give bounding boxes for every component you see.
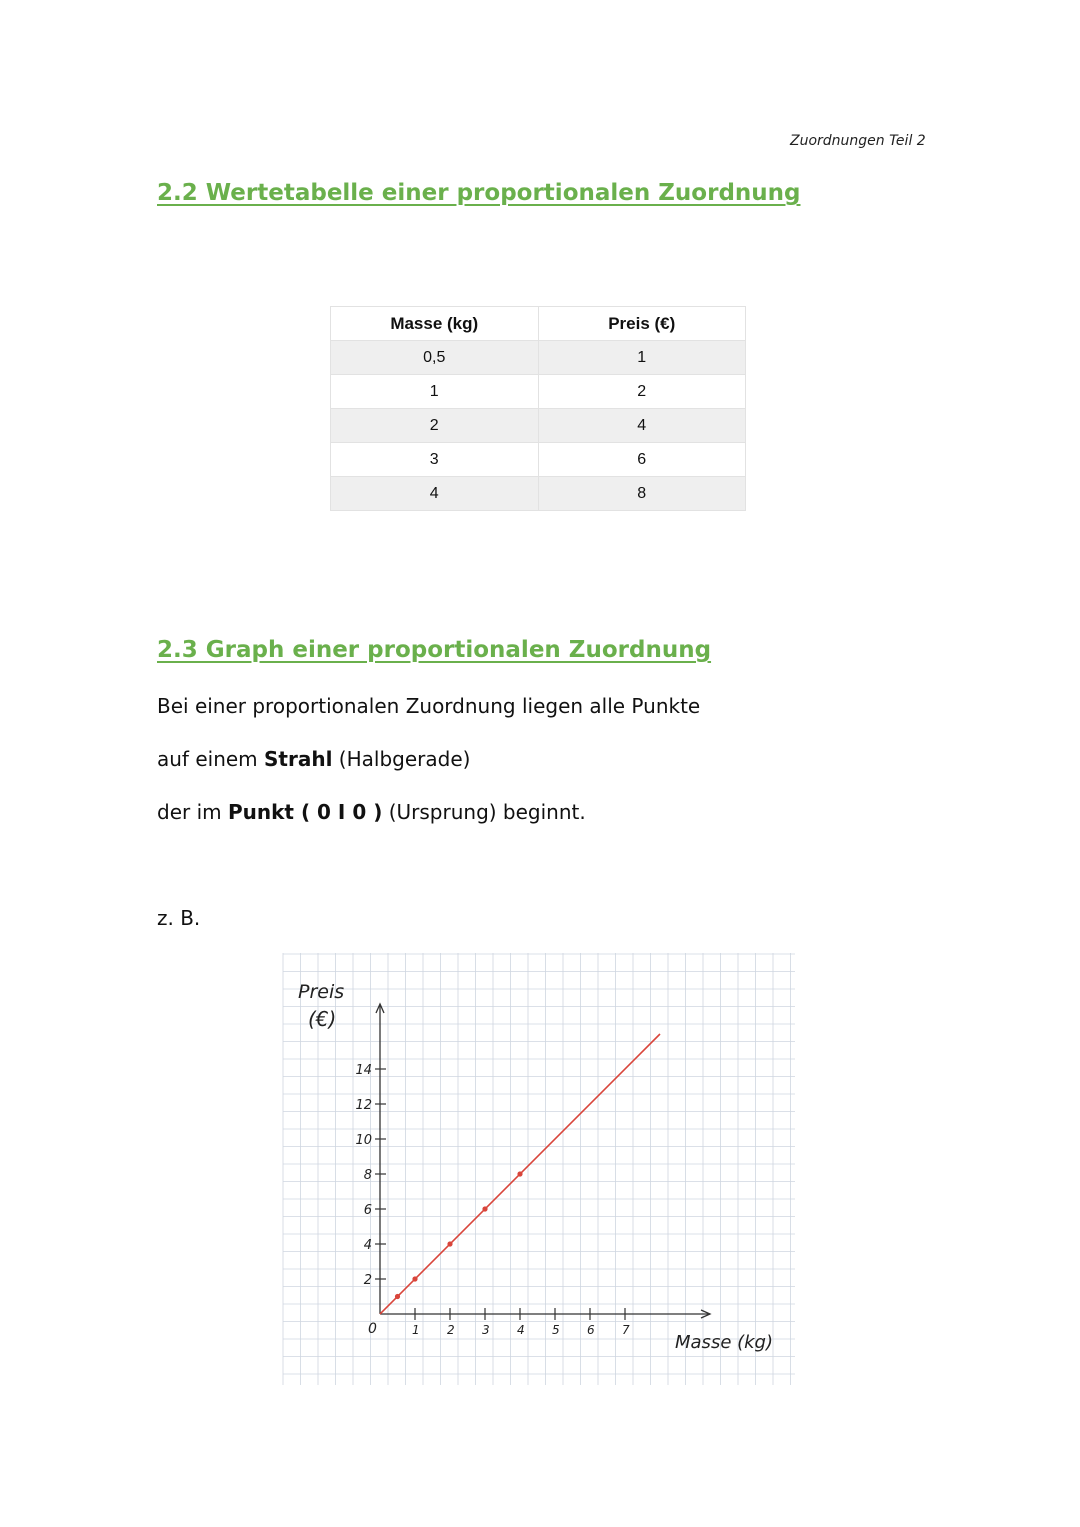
proportional-graph bbox=[280, 950, 800, 1390]
data-series bbox=[380, 1034, 660, 1314]
grid-paper bbox=[283, 953, 795, 1385]
column-header-masse: Masse (kg) bbox=[331, 307, 539, 341]
table-cell: 1 bbox=[538, 341, 746, 375]
x-tick-label: 7 bbox=[622, 1323, 630, 1337]
table-cell: 3 bbox=[331, 443, 539, 477]
value-table bbox=[330, 306, 746, 511]
table-cell: 4 bbox=[538, 409, 746, 443]
y-tick-label: 12 bbox=[355, 1098, 372, 1113]
y-tick-label: 14 bbox=[355, 1063, 372, 1078]
y-tick-label: 8 bbox=[363, 1168, 372, 1183]
section-title-wertetabelle: 2.2 Wertetabelle einer proportionalen Zuordnung bbox=[157, 180, 801, 206]
paragraph-line-2 bbox=[157, 747, 470, 771]
x-tick-label: 3 bbox=[482, 1323, 490, 1337]
y-tick-label: 10 bbox=[355, 1133, 372, 1148]
table-cell: 0,5 bbox=[331, 341, 539, 375]
y-tick-label: 4 bbox=[363, 1238, 372, 1253]
y-tick-label: 2 bbox=[363, 1273, 372, 1288]
table-row bbox=[331, 409, 746, 443]
x-tick-label: 5 bbox=[552, 1323, 560, 1337]
x-tick-label: 4 bbox=[517, 1323, 525, 1337]
table-header-row bbox=[331, 307, 746, 341]
header-note: Zuordnungen Teil 2 bbox=[790, 133, 926, 149]
axes bbox=[376, 1004, 710, 1318]
data-point bbox=[395, 1294, 400, 1299]
table-row bbox=[331, 375, 746, 409]
column-header-preis: Preis (€) bbox=[538, 307, 746, 341]
text-span: (Ursprung) beginnt. bbox=[382, 800, 586, 824]
bold-term-punkt: Punkt ( 0 I 0 ) bbox=[227, 800, 383, 824]
origin-label: 0 bbox=[368, 1321, 377, 1337]
paragraph-line-3 bbox=[157, 800, 586, 824]
example-label: z. B. bbox=[157, 906, 201, 930]
table-cell: 8 bbox=[538, 477, 746, 511]
table-row bbox=[331, 443, 746, 477]
text-span: (Halbgerade) bbox=[332, 747, 471, 771]
table-cell: 6 bbox=[538, 443, 746, 477]
y-tick-label: 6 bbox=[363, 1203, 372, 1218]
x-axis-label: Masse (kg) bbox=[675, 1332, 774, 1353]
paragraph-line-1: Bei einer proportionalen Zuordnung liegen alle Punkte bbox=[157, 694, 701, 718]
data-point bbox=[447, 1241, 452, 1246]
x-tick-label: 6 bbox=[587, 1323, 595, 1337]
data-point bbox=[517, 1171, 522, 1176]
table-cell: 4 bbox=[331, 477, 539, 511]
data-point bbox=[482, 1206, 487, 1211]
bold-term-strahl: Strahl bbox=[264, 747, 333, 771]
table-cell: 2 bbox=[538, 375, 746, 409]
table-cell: 2 bbox=[331, 409, 539, 443]
table-row bbox=[331, 477, 746, 511]
table-cell: 1 bbox=[331, 375, 539, 409]
data-point bbox=[412, 1276, 417, 1281]
y-axis-unit: (€) bbox=[308, 1007, 337, 1031]
text-span: auf einem bbox=[157, 747, 265, 771]
text-span: der im bbox=[157, 800, 228, 824]
table-row bbox=[331, 341, 746, 375]
y-axis-label: Preis bbox=[298, 981, 345, 1003]
x-tick-label: 2 bbox=[447, 1323, 455, 1337]
section-title-graph: 2.3 Graph einer proportionalen Zuordnung bbox=[157, 637, 712, 663]
x-tick-label: 1 bbox=[412, 1323, 420, 1337]
